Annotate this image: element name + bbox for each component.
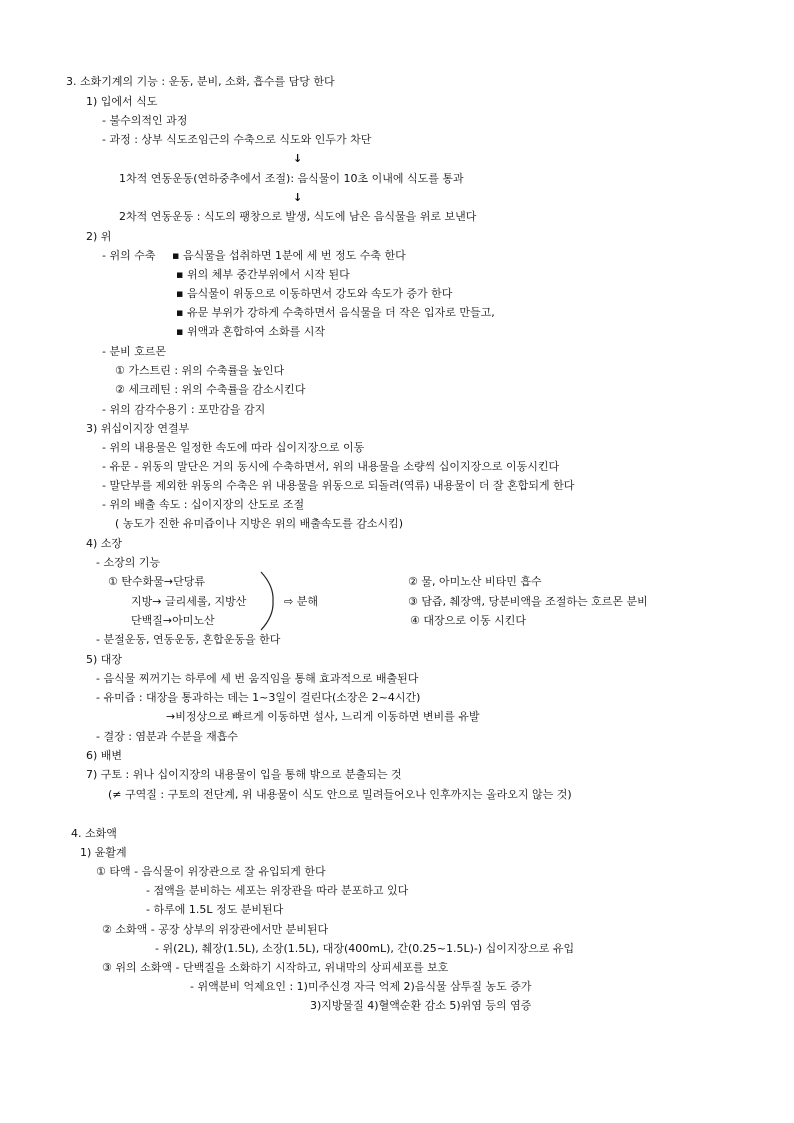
digest-fat: 지방→ 글리세롤, 지방산 bbox=[131, 595, 247, 608]
chyme-note: →비정상으로 빠르게 이동하면 설사, 느리게 이동하면 변비를 유발 bbox=[166, 710, 480, 723]
contraction-item: ▪ 음식물이 위동으로 이동하면서 강도와 속도가 증가 한다 bbox=[176, 287, 453, 300]
square-bullet-icon: ▪ bbox=[176, 306, 187, 319]
digestive-juice-volumes: - 위(2L), 췌장(1.5L), 소장(1.5L), 대장(400mL), 간(0.25~1.5L)-) 십이지장으로 유입 bbox=[155, 942, 575, 955]
bullet-content-move: - 위의 내용물은 일정한 속도에 따라 십이지장으로 이동 bbox=[102, 441, 365, 454]
right-brace-icon bbox=[258, 570, 278, 632]
square-bullet-icon: ▪ bbox=[176, 287, 187, 300]
digestive-juice-item: ② 소화액 - 공장 상부의 위장관에서만 분비된다 bbox=[102, 923, 329, 936]
square-bullet-icon: ▪ bbox=[176, 325, 187, 338]
gastric-juice-item: ③ 위의 소화액 - 단백질을 소화하기 시작하고, 위내막의 상피세포를 보호 bbox=[102, 961, 449, 974]
heading-vomiting: 7) 구토 : 위나 십이지장의 내용물이 입을 통해 밖으로 분출되는 것 bbox=[86, 768, 402, 781]
nausea-note: (≠ 구역질 : 구토의 전단계, 위 내용물이 식도 안으로 밀려들어오나 인후까지는 올라오지 않는 것) bbox=[108, 788, 572, 801]
contraction-item: ▪ 위의 체부 중간부위에서 시작 된다 bbox=[176, 268, 350, 281]
secretion-hormone-heading: - 분비 호르몬 bbox=[102, 345, 167, 358]
saliva-item: ① 타액 - 음식물이 위장관으로 잘 유입되게 한다 bbox=[96, 865, 326, 878]
section-3-title: 3. 소화기계의 기능 : 운동, 분비, 소화, 흡수를 담당 한다 bbox=[66, 75, 335, 88]
gastric-inhibition-factors: - 위액분비 억제요인 : 1)미주신경 자극 억제 2)음식물 삼투질 농도 증가 bbox=[190, 980, 532, 993]
gastric-inhibition-factors-cont: 3)지방물질 4)혈액순환 감소 5)위염 등의 염증 bbox=[310, 999, 532, 1012]
down-arrow-icon: ↓ bbox=[293, 191, 303, 204]
heading-stomach: 2) 위 bbox=[86, 230, 112, 243]
primary-peristalsis: 1차적 연동운동(연하중추에서 조절): 음식물이 10초 이내에 식도를 통과 bbox=[119, 172, 464, 185]
stomach-contraction-label: - 위의 수축 bbox=[102, 249, 156, 262]
emptying-note: ( 농도가 진한 유미즙이나 지방은 위의 배출속도를 감소시킴) bbox=[115, 517, 404, 530]
small-intestine-function-heading: - 소장의 기능 bbox=[96, 556, 161, 569]
function-hormone-secretion: ③ 담즙, 췌장액, 당분비액을 조절하는 호르몬 분비 bbox=[408, 595, 648, 608]
function-move-colon: ④ 대장으로 이동 시킨다 bbox=[410, 614, 526, 627]
hormone-gastrin: ① 가스트린 : 위의 수축률을 높인다 bbox=[115, 364, 285, 377]
heading-large-intestine: 5) 대장 bbox=[86, 653, 123, 666]
contraction-item: ▪ 음식물을 섭취하면 1분에 세 번 정도 수축 한다 bbox=[172, 249, 406, 262]
heading-mouth-esophagus: 1) 입에서 식도 bbox=[86, 95, 158, 108]
function-absorb: ② 물, 아미노산 비타민 흡수 bbox=[408, 575, 542, 588]
digestion-result: ⇨ 분해 bbox=[284, 595, 318, 608]
bullet-emptying-rate: - 위의 배출 속도 : 십이지장의 산도로 조절 bbox=[102, 498, 305, 511]
heading-defecation: 6) 배변 bbox=[86, 749, 123, 762]
bullet-reflux: - 말단부를 제외한 위동의 수축은 위 내용물을 위동으로 되돌려(역류) 내용물이 더 잘 혼합되게 한다 bbox=[102, 479, 575, 492]
square-bullet-icon: ▪ bbox=[172, 249, 183, 262]
contraction-item: ▪ 위액과 혼합하여 소화를 시작 bbox=[176, 325, 325, 338]
contraction-item: ▪ 유문 부위가 강하게 수축하면서 음식물을 더 작은 입자로 만들고, bbox=[176, 306, 495, 319]
saliva-mucus: - 점액을 분비하는 세포는 위장관을 따라 분포하고 있다 bbox=[146, 884, 409, 897]
digest-protein: 단백질→아미노산 bbox=[131, 614, 215, 627]
heading-gastroduodenal-junction: 3) 위십이지장 연결부 bbox=[86, 422, 190, 435]
digest-carbohydrate: ① 탄수화물→단당류 bbox=[108, 575, 205, 588]
bullet-process: - 과정 : 상부 식도조임근의 수축으로 식도와 인두가 차단 bbox=[102, 133, 372, 146]
square-bullet-icon: ▪ bbox=[176, 268, 187, 281]
heading-small-intestine: 4) 소장 bbox=[86, 537, 123, 550]
section-4-title: 4. 소화액 bbox=[71, 827, 117, 840]
stomach-sensory-receptor: - 위의 감각수용기 : 포만감을 감지 bbox=[102, 403, 266, 416]
down-arrow-icon: ↓ bbox=[293, 152, 303, 165]
bullet-pylorus: - 유문 - 위동의 말단은 거의 동시에 수축하면서, 위의 내용물을 소량씩 십이지장으로 이동시킨다 bbox=[102, 460, 560, 473]
bullet-waste: - 음식물 찌꺼기는 하루에 세 번 움직임을 통해 효과적으로 배출된다 bbox=[96, 672, 419, 685]
bullet-colon: - 결장 : 염분과 수분을 재흡수 bbox=[96, 730, 239, 743]
saliva-amount: - 하루에 1.5L 정도 분비된다 bbox=[146, 903, 284, 916]
bullet-involuntary: - 불수의적인 과정 bbox=[102, 114, 188, 127]
secondary-peristalsis: 2차적 연동운동 : 식도의 팽창으로 발생, 식도에 남은 음식물을 위로 보낸다 bbox=[119, 210, 477, 223]
small-intestine-movement: - 분절운동, 연동운동, 혼합운동을 한다 bbox=[96, 633, 281, 646]
heading-lubrication: 1) 윤활계 bbox=[80, 846, 127, 859]
bullet-chyme: - 유미즙 : 대장을 통과하는 데는 1~3일이 걸린다(소장은 2~4시간) bbox=[96, 691, 421, 704]
hormone-secretin: ② 세크레틴 : 위의 수축률을 감소시킨다 bbox=[115, 383, 306, 396]
